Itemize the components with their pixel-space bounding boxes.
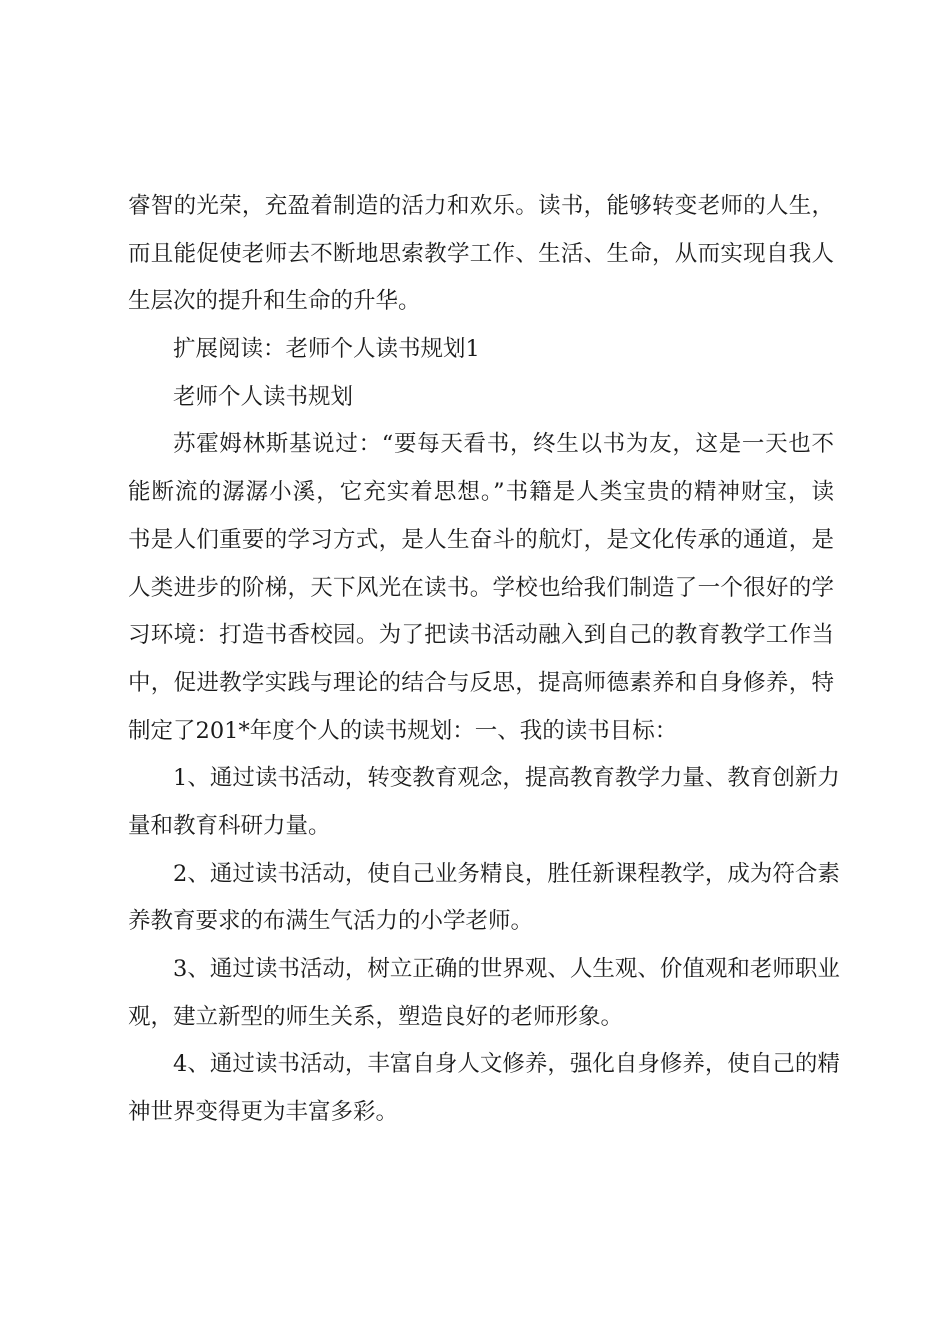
text-line: 制定了201*年度个人的读书规划：一、我的读书目标： xyxy=(128,717,678,744)
text-line: 量和教育科研力量。 xyxy=(128,812,331,839)
goal-item-3: 3、通过读书活动，树立正确的世界观、人生观、价值观和老师职业 xyxy=(173,956,840,982)
text-line: 中，促进教学实践与理论的结合与反思，提高师德素养和自身修养，特 xyxy=(128,669,834,696)
text-line: 观，建立新型的师生关系，塑造良好的老师形象。 xyxy=(128,1003,624,1030)
text-line: 人类进步的阶梯，天下风光在读书。学校也给我们制造了一个很好的学 xyxy=(128,574,834,601)
text-line: 生层次的提升和生命的升华。 xyxy=(128,288,421,315)
text-line: 神世界变得更为丰富多彩。 xyxy=(128,1099,399,1126)
section-title: 老师个人读书规划 xyxy=(173,383,354,410)
document-body xyxy=(128,183,840,1137)
extended-reading-heading: 扩展阅读：老师个人读书规划1 xyxy=(173,336,480,363)
text-line: 养教育要求的布满生气活力的小学老师。 xyxy=(128,908,534,935)
text-line: 习环境：打造书香校园。为了把读书活动融入到自己的教育教学工作当 xyxy=(128,622,834,649)
text-line: 而且能促使老师去不断地思索教学工作、生活、生命，从而实现自我人 xyxy=(128,240,834,267)
goal-item-1: 1、通过读书活动，转变教育观念，提高教育教学力量、教育创新力 xyxy=(173,765,840,792)
text-line: 苏霍姆林斯基说过：“要每天看书，终生以书为友，这是一天也不 xyxy=(173,431,834,458)
text-line: 睿智的光荣，充盈着制造的活力和欢乐。读书，能够转变老师的人生， xyxy=(128,193,834,219)
text-line: 书是人们重要的学习方式，是人生奋斗的航灯，是文化传承的通道，是 xyxy=(128,526,834,553)
text-line: 能断流的潺潺小溪，它充实着思想。”书籍是人类宝贵的精神财宝，读 xyxy=(128,479,834,506)
goal-item-4: 4、通过读书活动，丰富自身人文修养，强化自身修养，使自己的精 xyxy=(173,1051,840,1078)
goal-item-2: 2、通过读书活动，使自己业务精良，胜任新课程教学，成为符合素 xyxy=(173,860,840,887)
